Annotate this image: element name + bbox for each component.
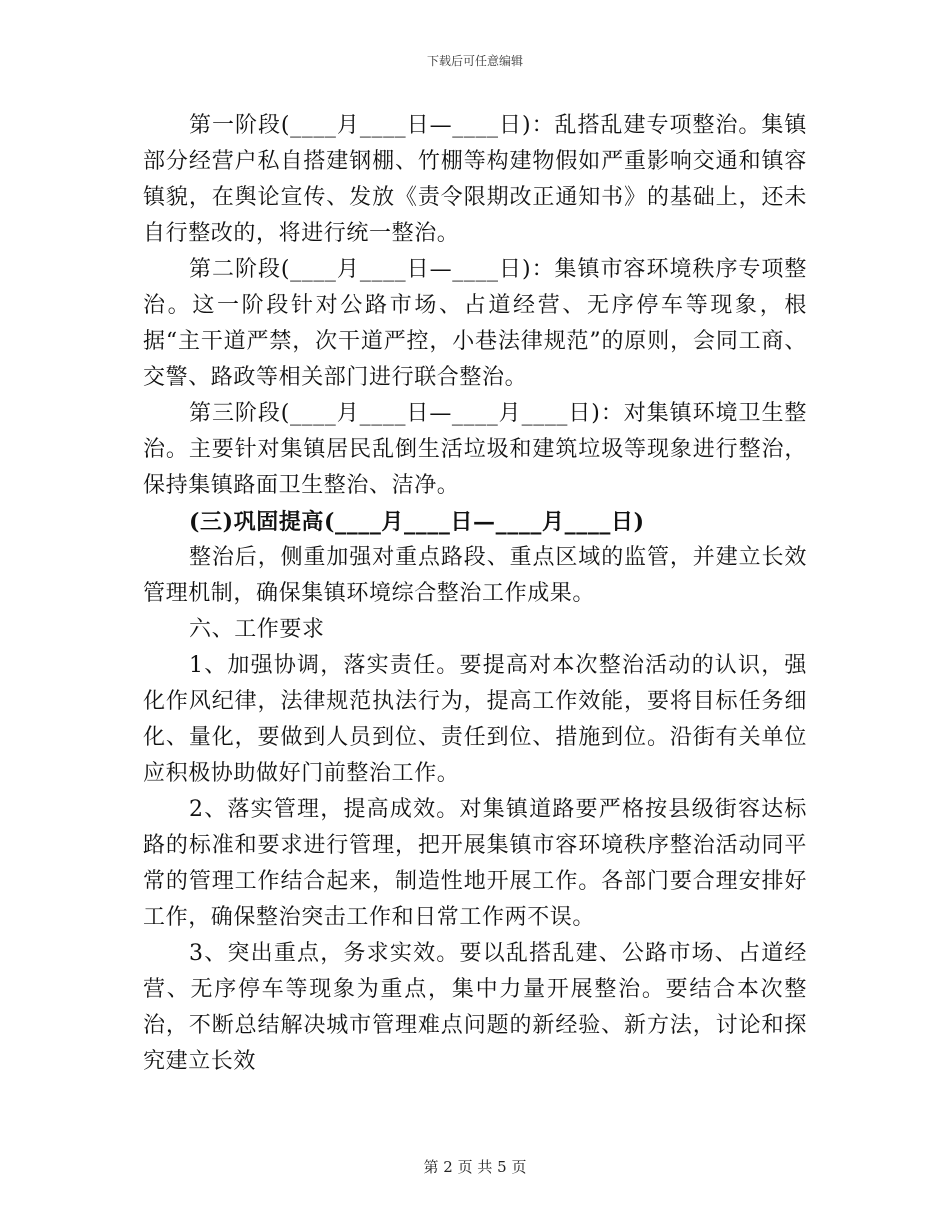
heading-work-requirements: 六、工作要求 bbox=[189, 617, 325, 642]
paragraph-stage-one: 第一阶段(____月____日—____日)：乱搭乱建专项整治。集镇部分经营户私自搭建钢棚、竹棚等构建物假如严重影响交通和镇容镇貌，在舆论宣传、发放《责令限期改正通知书》的基础上，还未自行整改的，将进行统一整治。 bbox=[143, 113, 807, 246]
paragraph-requirement-3: 3、突出重点，务求实效。要以乱搭乱建、公路市场、占道经营、无序停车等现象为重点，集中力量开展整治。要结合本次整治，不断总结解决城市管理难点问题的新经验、新方法，讨论和探究建立长效 bbox=[143, 941, 807, 1074]
page-header-note: 下载后可任意编辑 bbox=[426, 54, 523, 68]
heading-consolidate: (三)巩固提高(____月____日—____月____日) bbox=[189, 509, 645, 535]
paragraph-stage-three: 第三阶段(____月____日—____月____日)：对集镇环境卫生整治。主要针对集镇居民乱倒生活垃圾和建筑垃圾等现象进行整治，保持集镇路面卫生整治、洁净。 bbox=[143, 401, 807, 498]
document-body bbox=[143, 108, 807, 1080]
paragraph-stage-two: 第二阶段(____月____日—____日)：集镇市容环境秩序专项整治。这一阶段针对公路市场、占道经营、无序停车等现象，根据“主干道严禁，次干道严控，小巷法律规范”的原则，会同工商、交警、路政等相关部门进行联合整治。 bbox=[143, 257, 807, 390]
page-number: 第 2 页 共 5 页 bbox=[423, 1158, 527, 1176]
paragraph-consolidate: 整治后，侧重加强对重点路段、重点区域的监管，并建立长效管理机制，确保集镇环境综合整治工作成果。 bbox=[143, 545, 807, 606]
paragraph-requirement-1: 1、加强协调，落实责任。要提高对本次整治活动的认识，强化作风纪律，法律规范执法行为，提高工作效能，要将目标任务细化、量化，要做到人员到位、责任到位、措施到位。沿街有关单位应积极协助做好门前整治工作。 bbox=[143, 653, 807, 786]
paragraph-requirement-2: 2、落实管理，提高成效。对集镇道路要严格按县级街容达标路的标准和要求进行管理，把开展集镇市容环境秩序整治活动同平常的管理工作结合起来，制造性地开展工作。各部门要合理安排好工作，确保整治突击工作和日常工作两不误。 bbox=[143, 797, 807, 930]
